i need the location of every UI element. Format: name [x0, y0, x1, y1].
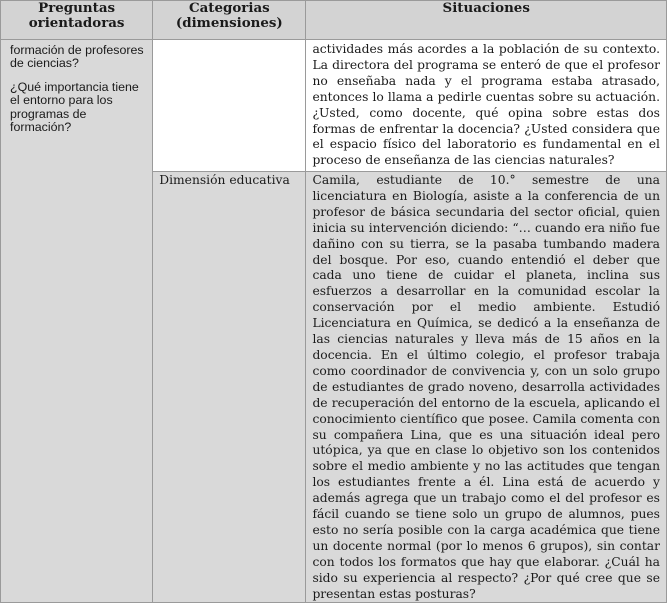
dimension-cell: [153, 172, 306, 603]
header-row: [1, 1, 667, 40]
question-text: ¿Qué importancia tiene el entorno para los programas de formación?: [10, 79, 139, 135]
table-row: [1, 40, 667, 172]
situation-text: actividades más acordes a la población de su contexto. La directora del programa se enteró de que el profesor no enseñaba nada y el programa estaba atrasado, entonces lo llama a pedirle cuentas sobre su actuación. ¿Usted, como docente, qué opina sobre estas dos formas de enfrentar la docencia? ¿Usted considera que el espacio físico del laboratorio es fundamental en el proceso de enseñanza de las ciencias naturales?: [312, 42, 660, 168]
header-guiding-questions: Preguntas orientadoras: [1, 1, 153, 40]
dimension-cell: [153, 40, 306, 172]
question-text: formación de profesores de ciencias?: [10, 43, 144, 71]
guiding-questions-cell: [1, 40, 153, 603]
situation-cell: [306, 172, 667, 603]
header-situations: Situaciones: [306, 1, 667, 40]
situation-text: Camila, estudiante de 10.° semestre de una licenciatura en Biología, asiste a la conferencia de un profesor de básica secundaria del sector oficial, quien inicia su intervención diciendo: “… cuando era niño fue dañino con su tierra, se la pasaba tumbando madera del bosque. Por eso, cuando entendió el deber que cada uno tiene de cuidar el planeta, inclina sus esfuerzos a desarrollar en la comunidad escolar la conservación por el medio ambiente. Estudió Licenciatura en Química, se dedicó a la enseñanza de las ciencias naturales y lleva más de 15 años en la docencia. En el último colegio, el profesor trabaja como coordinador de convivencia y, con un solo grupo de estudiantes de grado noveno, desarrolla actividades de recuperación del entorno de la escuela, aplicando el conocimiento científico que posee. Camila comenta con su compañera Lina, que es una situación ideal pero utópica, ya que en clase lo objetivo son los contenidos sobre el medio ambiente y no las actitudes que tengan los estudiantes frente a él. Lina está de acuerdo y además agrega que un trabajo como el del profesor es fácil cuando se tiene solo un grupo de alumnos, pues esto no sería posible con la carga académica que tiene un docente normal (por lo menos 6 grupos), sin contar con todos los formatos que hay que elaborar. ¿Cuál ha sido su experiencia al respecto? ¿Por qué cree que se presentan estas posturas?: [312, 173, 660, 601]
situation-cell: [306, 40, 667, 172]
dimension-label: Dimensión educativa: [159, 173, 290, 187]
header-categories: Categorias (dimensiones): [153, 1, 306, 40]
